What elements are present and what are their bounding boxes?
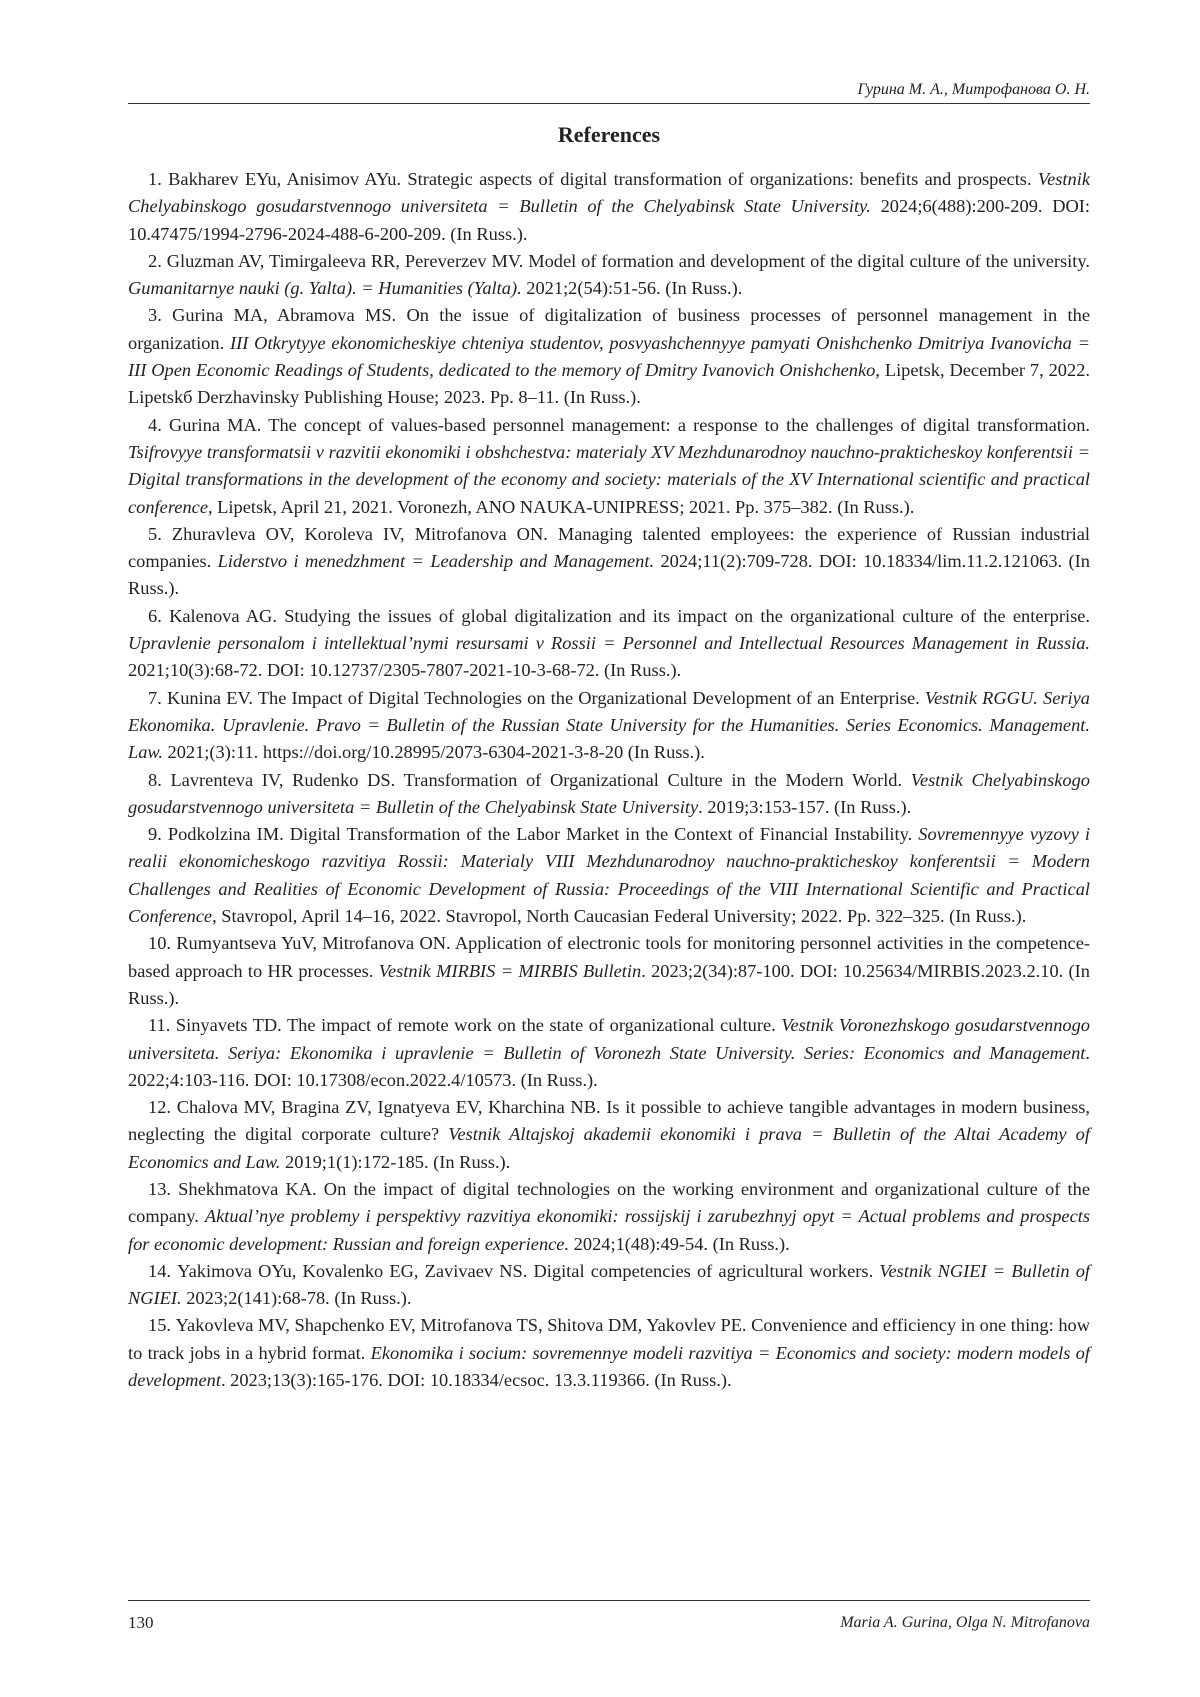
reference-authors-title: Chalova MV, Bragina ZV, Ignatyeva EV, Kharchina NB. Is it possible to achieve tangible advantages in modern business, neglecting the digital corporate culture?: [128, 1097, 1091, 1145]
reference-authors-title: Yakovleva MV, Shapchenko EV, Mitrofanova TS, Shitova DM, Yakovlev PE. Convenience and efficiency in one thing: how to track jobs in a hybrid format.: [128, 1315, 1090, 1363]
reference-number: 6.: [148, 605, 170, 626]
reference-source: Gumanitarnye nauki (g. Yalta). = Humanities (Yalta).: [128, 278, 522, 299]
reference-number: 2.: [148, 250, 167, 271]
reference-number: 11.: [148, 1015, 176, 1036]
reference-item: [128, 685, 1090, 767]
section-title: References: [557, 122, 661, 147]
page-number: 130: [128, 1613, 154, 1632]
reference-source: Upravlenie personalom i intellektual’nymi resursami v Rossii = Personnel and Intellectual Resources Management in Russia.: [128, 633, 1090, 654]
reference-authors-title: Gluzman AV, Timirgaleeva RR, Pereverzev MV. Model of formation and development of the digital culture of the university.: [166, 250, 1091, 271]
reference-item: [128, 248, 1090, 303]
reference-item: [128, 521, 1090, 603]
reference-source: Vestnik Chelyabinskogo gosudarstvennogo universiteta = Bulletin of the Chelyabinsk State University: [128, 769, 1091, 817]
reference-details: 2021;10(3):68-72. DOI: 10.12737/2305-7807-2021-10-3-68-72. (In Russ.).: [128, 660, 682, 681]
reference-details: 2024;11(2):709-728. DOI: 10.18334/lim.11.2.121063. (In Russ.).: [128, 551, 1090, 599]
reference-item: [128, 412, 1090, 521]
reference-source: Vestnik MIRBIS = MIRBIS Bulletin: [378, 960, 642, 981]
reference-item: [128, 1176, 1090, 1258]
reference-details: . 2022;4:103-116. DOI: 10.17308/econ.2022.4/10573. (In Russ.).: [128, 1042, 1090, 1090]
reference-source: Tsifrovyye transformatsii v razvitii ekonomiki i obshchestva: materialy XV Mezhdunarodnoy nauchno-prakticheskoy konferentsii = Digital transformations in the development of the economy and society: materials of the XV International scientific and practical conference: [128, 441, 1090, 517]
reference-item: [128, 302, 1090, 411]
reference-item: [128, 1094, 1090, 1176]
reference-authors-title: Bakharev EYu, Anisimov AYu. Strategic aspects of digital transformation of organizations: benefits and prospects.: [168, 169, 1038, 189]
reference-details: 2019;1(1):172-185. (In Russ.).: [280, 1151, 511, 1172]
reference-number: 7.: [148, 687, 167, 708]
reference-source: Sovremennyye vyzovy i realii ekonomicheskogo razvitiya Rossii: Materialy VIII Mezhdunarodnoy nauchno-prakticheskoy konferentsii = Modern Challenges and Realities of Economic Development of Russia: Proceedings of the VIII International Scientific and Practical Conference: [128, 824, 1091, 927]
running-head: Гурина М. А., Митрофанова О. Н.: [857, 81, 1090, 98]
reference-number: 15.: [148, 1315, 176, 1336]
reference-list: [128, 166, 1090, 1394]
reference-details: 2023;2(141):68-78. (In Russ.).: [181, 1288, 412, 1309]
reference-item: [128, 603, 1090, 685]
reference-details: 2024;1(48):49-54. (In Russ.).: [569, 1233, 790, 1254]
reference-item: [128, 767, 1090, 822]
reference-details: 2021;(3):11. https://doi.org/10.28995/2073-6304-2021-3-8-20 (In Russ.).: [162, 742, 705, 763]
reference-source: Liderstvo i menedzhment = Leadership and Management.: [217, 551, 655, 572]
reference-number: 4.: [148, 414, 169, 435]
reference-item: [128, 1258, 1090, 1313]
footer-authors: Maria A. Gurina, Olga N. Mitrofanova: [840, 1614, 1090, 1631]
reference-source: Aktual’nye problemy i perspektivy razvitiya ekonomiki: rossijskij i zarubezhnyj opyt = Actual problems and prospects for economic development: Russian and foreign experience.: [128, 1206, 1090, 1254]
reference-item: [128, 1012, 1090, 1094]
reference-number: 13.: [148, 1178, 179, 1199]
reference-number: 9.: [148, 824, 168, 845]
reference-authors-title: Kalenova AG. Studying the issues of global digitalization and its impact on the organizational culture of the enterprise.: [169, 605, 1090, 626]
reference-source: Vestnik NGIEI = Bulletin of NGIEI.: [128, 1260, 1091, 1309]
reference-source: Vestnik RGGU. Seriya Ekonomika. Upravlenie. Pravo = Bulletin of the Russian State University for the Humanities. Series Economics. Management. Law.: [128, 687, 1090, 763]
footer-rule: [128, 1600, 1090, 1601]
reference-details: , Lipetsk, April 21, 2021. Voronezh, ANO NAUKA-UNIPRESS; 2021. Pp. 375–382. (In Russ.).: [207, 496, 915, 517]
reference-authors-title: Gurina MA, Abramova MS. On the issue of digitalization of business processes of personnel management in the organization.: [128, 305, 1090, 353]
reference-authors-title: Kunina EV. The Impact of Digital Technologies on the Organizational Development of an Enterprise.: [166, 687, 925, 708]
reference-item: [128, 166, 1090, 248]
reference-details: . 2023;13(3):165-176. DOI: 10.18334/ecsoc. 13.3.119366. (In Russ.).: [220, 1370, 732, 1391]
reference-details: . 2019;3:153-157. (In Russ.).: [698, 796, 912, 817]
reference-authors-title: Zhuravleva OV, Koroleva IV, Mitrofanova ON. Managing talented employees: the experience of Russian industrial companies.: [128, 523, 1090, 572]
reference-details: , Stavropol, April 14–16, 2022. Stavropol, North Caucasian Federal University; 2022. Pp. 322–325. (In Russ.).: [212, 906, 1027, 927]
reference-number: 5.: [148, 523, 172, 544]
reference-source: III Otkrytyye ekonomicheskiye chteniya studentov, posvyashchennyye pamyati Onishchenko Dmitriya Ivanovicha = III Open Economic Readings of Students, dedicated to the memory of Dmitry Ivanovich Onishchenko: [128, 332, 1090, 381]
reference-number: 8.: [148, 769, 171, 790]
reference-details: . 2023;2(34):87-100. DOI: 10.25634/MIRBIS.2023.2.10. (In Russ.).: [128, 960, 1090, 1008]
reference-authors-title: Sinyavets TD. The impact of remote work on the state of organizational culture.: [175, 1015, 782, 1036]
reference-item: [128, 821, 1090, 930]
reference-authors-title: Gurina MA. The concept of values-based personnel management: a response to the challenges of digital transformation.: [168, 414, 1090, 435]
reference-number: 3.: [148, 305, 173, 326]
reference-number: 1.: [148, 169, 169, 189]
reference-authors-title: Shekhmatova KA. On the impact of digital technologies on the working environment and organizational culture of the company.: [128, 1178, 1090, 1227]
header-rule: [128, 103, 1090, 104]
reference-authors-title: Podkolzina IM. Digital Transformation of the Labor Market in the Context of Financial Instability.: [167, 824, 919, 845]
reference-item: [128, 930, 1090, 1012]
reference-number: 14.: [148, 1260, 178, 1281]
reference-source: Vestnik Altajskoj akademii ekonomiki i prava = Bulletin of the Altai Academy of Economics and Law.: [128, 1124, 1090, 1172]
reference-authors-title: Yakimova OYu, Kovalenko EG, Zavivaev NS. Digital competencies of agricultural workers.: [177, 1260, 880, 1281]
reference-details: , Lipetsk, December 7, 2022. Lipetskб Derzhavinsky Publishing House; 2023. Pp. 8–11. (In Russ.).: [128, 360, 1090, 408]
reference-number: 12.: [148, 1097, 177, 1118]
reference-source: Vestnik Chelyabinskogo gosudarstvennogo universiteta = Bulletin of the Chelyabinsk State University.: [128, 169, 1090, 217]
reference-details: 2024;6(488):200-209. DOI: 10.47475/1994-2796-2024-488-6-200-209. (In Russ.).: [128, 196, 1090, 244]
reference-source: Ekonomika i socium: sovremennye modeli razvitiya = Economics and society: modern models of development: [128, 1342, 1090, 1391]
reference-authors-title: Rumyantseva YuV, Mitrofanova ON. Application of electronic tools for monitoring personnel activities in the competence-based approach to HR processes.: [128, 933, 1090, 981]
reference-authors-title: Lavrenteva IV, Rudenko DS. Transformation of Organizational Culture in the Modern World.: [170, 769, 911, 790]
reference-source: Vestnik Voronezhskogo gosudarstvennogo universiteta. Seriya: Ekonomika i upravlenie = Bulletin of Voronezh State University. Series: Economics and Management: [128, 1015, 1091, 1063]
reference-item: [128, 1312, 1090, 1394]
reference-details: 2021;2(54):51-56. (In Russ.).: [521, 278, 743, 299]
reference-number: 10.: [148, 933, 177, 954]
